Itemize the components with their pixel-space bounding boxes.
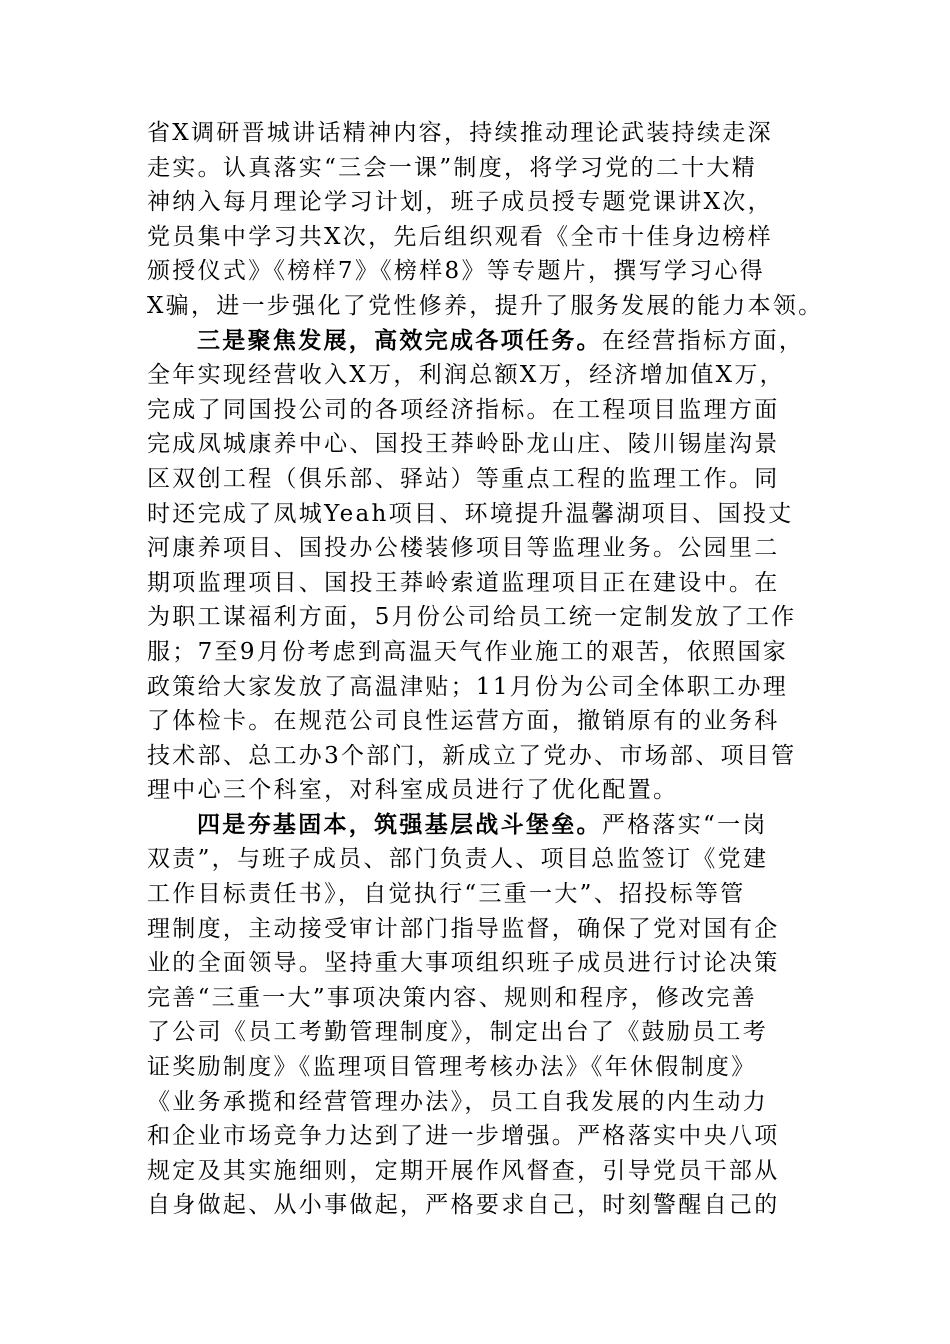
document-page: [147, 116, 824, 1223]
text-line: 政策给大家发放了高温津贴；11月份为公司全体职工办理: [147, 673, 789, 700]
paragraph-1: [147, 116, 824, 324]
text-line: 理中心三个科室，对科室成员进行了优化配置。: [147, 777, 679, 804]
text-line: 颁授仪式》《榜样7》《榜样8》等专题片，撰写学习心得: [147, 258, 766, 285]
text-line: 区双创工程（俱乐部、驿站）等重点工程的监理工作。同: [147, 465, 780, 492]
text-line: 完成了同国投公司的各项经济指标。在工程项目监理方面: [147, 396, 780, 423]
paragraph-heading: 四是夯基固本，筑强基层战斗堡垒。: [197, 810, 602, 838]
text-line: 自身做起、从小事做起，严格要求自己，时刻警醒自己的: [147, 1192, 780, 1219]
text-line: 时还完成了凤城Yeah项目、环境提升温馨湖项目、国投丈: [147, 500, 794, 527]
text-line: 双责”，与班子成员、部门负责人、项目总监签订《党建: [147, 846, 769, 873]
paragraph-2: [147, 324, 807, 808]
text-line: 河康养项目、国投办公楼装修项目等监理业务。公园里二: [147, 535, 780, 562]
text-line: 了公司《员工考勤管理制度》，制定出台了《鼓励员工考: [147, 1019, 768, 1046]
text-line: 技术部、总工办3个部门，新成立了党办、市场部、项目管: [147, 742, 797, 769]
text-run: 严格落实“一岗: [601, 811, 768, 838]
text-line: 服；7至9月份考虑到高温天气作业施工的艰苦，依照国家: [147, 638, 789, 665]
text-line: 走实。认真落实“三会一课”制度，将学习党的二十大精: [147, 154, 758, 181]
text-line: X骗，进一步强化了党性修养，提升了服务发展的能力本领。: [147, 292, 824, 319]
text-line: 期项监理项目、国投王莽岭索道监理项目正在建设中。在: [147, 569, 780, 596]
text-line: 完善“三重一大”事项决策内容、规则和程序，修改完善: [147, 984, 758, 1011]
text-run: 在经营指标方面，: [601, 327, 805, 354]
paragraph-heading: 三是聚焦发展，高效完成各项任务。: [197, 326, 602, 354]
text-line: 工作目标责任书》，自觉执行“三重一大”、招投标等管: [147, 881, 746, 908]
text-line: 省X调研晋城讲话精神内容，持续推动理论武装持续走深: [147, 120, 773, 146]
text-line: 全年实现经营收入X万，利润总额X万，经济增加值X万，: [147, 362, 785, 389]
text-line: 党员集中学习共X次，先后组织观看《全市十佳身边榜样: [147, 223, 773, 250]
text-line: 神纳入每月理论学习计划，班子成员授专题党课讲X次，: [147, 189, 773, 216]
text-line: 和企业市场竞争力达到了进一步增强。严格落实中央八项: [147, 1123, 780, 1150]
text-line: 规定及其实施细则，定期开展作风督查，引导党员干部从: [147, 1157, 780, 1184]
paragraph-first-line: [147, 808, 807, 843]
text-line: 为职工谋福利方面，5月份公司给员工统一定制发放了工作: [147, 604, 797, 631]
text-line: 证奖励制度》《监理项目管理考核办法》《年休假制度》: [147, 1054, 757, 1081]
text-line: 《业务承揽和经营管理办法》，员工自我发展的内生动力: [147, 1088, 768, 1115]
paragraph-3: [147, 808, 807, 1223]
paragraph-first-line: [147, 324, 807, 359]
text-line: 理制度，主动接受审计部门指导监督，确保了党对国有企: [147, 915, 780, 942]
text-line: 了体检卡。在规范公司良性运营方面，撤销原有的业务科: [147, 708, 780, 735]
text-line: 完成凤城康养中心、国投王莽岭卧龙山庄、陵川锡崖沟景: [147, 431, 780, 458]
text-line: 业的全面领导。坚持重大事项组织班子成员进行讨论决策: [147, 950, 780, 977]
